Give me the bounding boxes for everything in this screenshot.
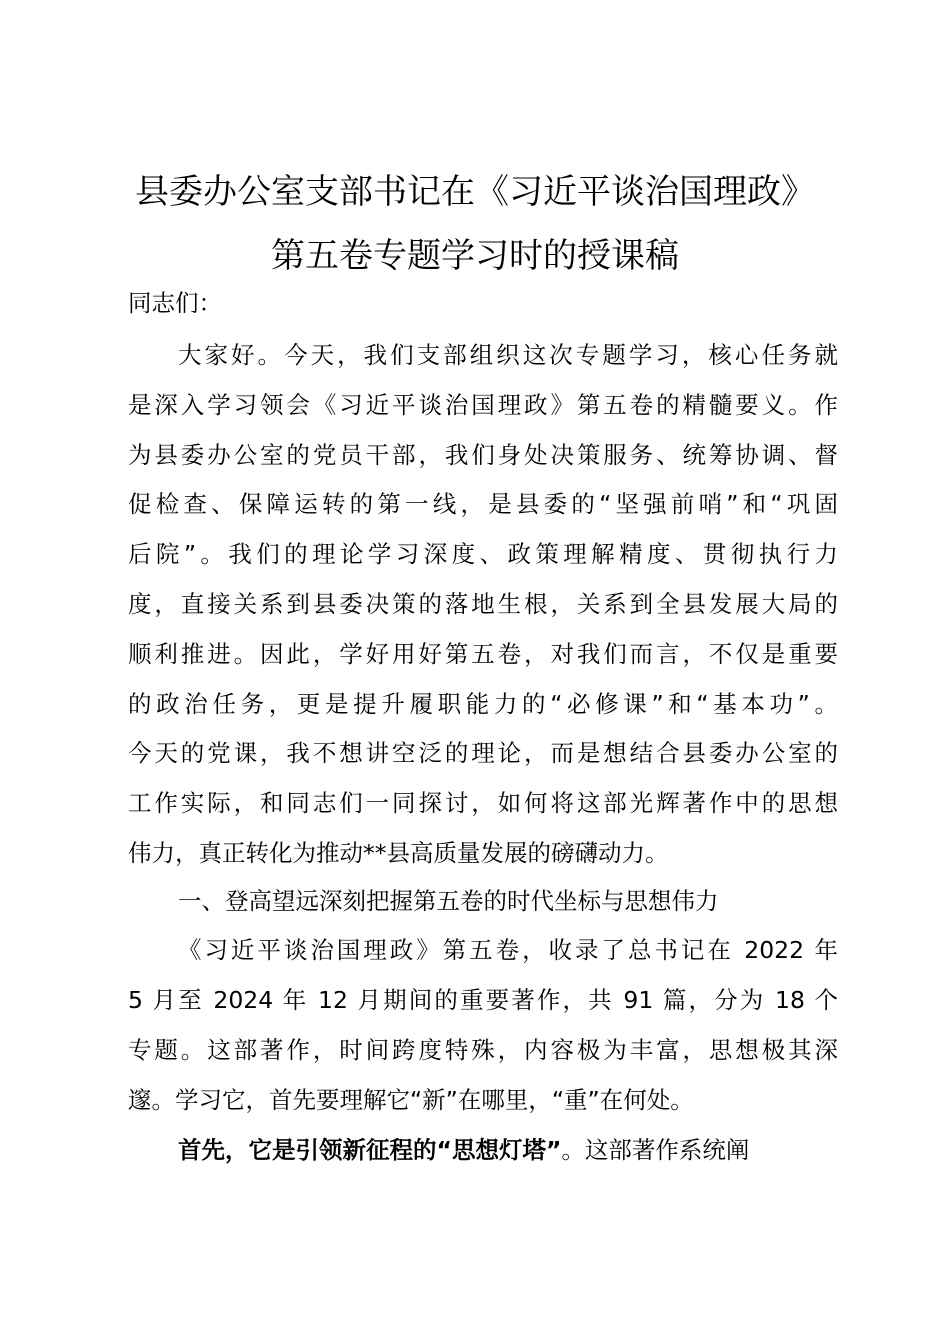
salutation: 同志们： <box>128 289 222 317</box>
body-line: 是深入学习领会《习近平谈治国理政》第五卷的精髓要义。作 <box>128 391 838 419</box>
body-line: 后院”。我们的理论学习深度、政策理解精度、贯彻执行力 <box>128 540 838 568</box>
body-line: 伟力，真正转化为推动**县高质量发展的磅礴动力。 <box>128 839 669 867</box>
body-line: 《习近平谈治国理政》第五卷，收录了总书记在 2022 年 <box>178 936 838 964</box>
body-line: 邃。学习它，首先要理解它“新”在哪里，“重”在何处。 <box>128 1086 694 1114</box>
emphasis-bold-text: 首先，它是引领新征程的“思想灯塔” <box>178 1136 562 1164</box>
document-title-line-2: 第五卷专题学习时的授课稿 <box>271 236 679 276</box>
body-line: 度，直接关系到县委决策的落地生根，关系到全县发展大局的 <box>128 590 838 618</box>
body-line: 的政治任务，更是提升履职能力的“必修课”和“基本功”。 <box>128 690 838 718</box>
document-title-line-1: 县委办公室支部书记在《习近平谈治国理政》 <box>135 172 815 212</box>
emphasis-normal-text: 。这部著作系统阐 <box>561 1136 750 1164</box>
body-line: 5 月至 2024 年 12 月期间的重要著作，共 91 篇，分为 18 个 <box>128 986 838 1014</box>
body-line: 今天的党课，我不想讲空泛的理论，而是想结合县委办公室的 <box>128 739 838 767</box>
body-line: 顺利推进。因此，学好用好第五卷，对我们而言，不仅是重要 <box>128 640 838 668</box>
section-heading: 一、登高望远深刻把握第五卷的时代坐标与思想伟力 <box>178 887 719 915</box>
emphasis-paragraph-line <box>178 1135 838 1165</box>
body-line: 促检查、保障运转的第一线，是县委的“坚强前哨”和“巩固 <box>128 490 838 518</box>
body-line: 工作实际，和同志们一同探讨，如何将这部光辉著作中的思想 <box>128 789 838 817</box>
body-line: 大家好。今天，我们支部组织这次专题学习，核心任务就 <box>178 341 838 369</box>
body-line: 为县委办公室的党员干部，我们身处决策服务、统筹协调、督 <box>128 441 838 469</box>
body-line: 专题。这部著作，时间跨度特殊，内容极为丰富，思想极其深 <box>128 1036 838 1064</box>
